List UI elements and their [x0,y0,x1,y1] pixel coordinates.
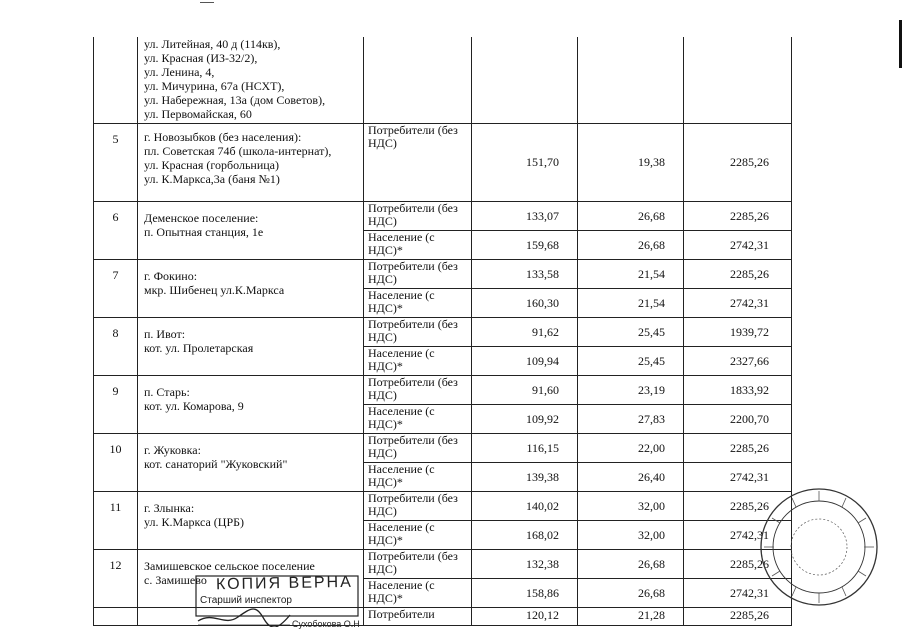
signature-icon [198,609,290,627]
row-number-cell: 10 [94,433,138,491]
value-cell: 116,15 [472,433,578,462]
address-line: Деменское поселение: [144,210,259,225]
consumer-cell: Население (с НДС)* [364,230,472,259]
row-number-cell: 9 [94,375,138,433]
value-cell: 140,02 [472,491,578,520]
table-row [94,259,792,288]
address-line: г. Жуковка: [144,442,201,457]
value-cell: 91,62 [472,317,578,346]
address-line: п. Опытная станция, 1е [144,224,264,239]
value-cell: 21,54 [578,288,684,317]
value-cell: 2285,26 [684,201,792,230]
value-cell: 23,19 [578,375,684,404]
address-line: ул. Красная (ИЗ-32/2), [144,51,258,65]
value-cell: 139,38 [472,462,578,491]
value-cell: 132,38 [472,549,578,578]
consumer-cell: Потребители (без НДС) [364,201,472,230]
value-cell [684,37,792,123]
address-line: с. Замишево [144,572,207,587]
row-number-cell [94,607,138,625]
consumer-cell: Потребители (без НДС) [364,491,472,520]
stamp-role: Старший инспектор [200,595,292,606]
address-cell [138,123,364,201]
value-cell: 25,45 [578,317,684,346]
address-line: ул. Мичурина, 67а (НСХТ), [144,79,285,93]
value-cell [472,37,578,123]
value-cell: 168,02 [472,520,578,549]
value-cell: 27,83 [578,404,684,433]
value-cell: 91,60 [472,375,578,404]
address-line: ул. К.Маркса,3а (баня №1) [144,171,280,186]
address-line: п. Старь: [144,384,190,399]
value-cell: 2285,26 [684,433,792,462]
value-cell: 21,54 [578,259,684,288]
address-cell [138,201,364,259]
value-cell: 21,28 [578,607,684,625]
address-line: кот. ул. Пролетарская [144,340,254,355]
value-cell: 2285,26 [684,491,792,520]
consumer-cell: Потребители (без НДС) [364,433,472,462]
address-line: Замишевское сельское поселение [144,558,315,573]
value-cell: 2742,31 [684,462,792,491]
table-row [94,491,792,520]
table-row [94,433,792,462]
consumer-cell: Население (с НДС)* [364,346,472,375]
address-cell [138,37,364,123]
consumer-cell: Потребители [364,607,472,625]
consumer-cell: Потребители (без НДС) [364,549,472,578]
row-number-cell: 5 [94,123,138,201]
value-cell: 2200,70 [684,404,792,433]
value-cell: 133,58 [472,259,578,288]
value-cell: 1833,92 [684,375,792,404]
address-line: г. Фокино: [144,268,198,283]
stamp-title: КОПИЯ ВЕРНА [215,573,353,594]
tariff-table [93,37,792,626]
scan-mark [200,2,214,3]
value-cell: 32,00 [578,520,684,549]
consumer-cell: Население (с НДС)* [364,462,472,491]
value-cell: 19,38 [578,123,684,201]
row-number-cell [94,37,138,123]
address-line: пл. Советская 74б (школа-интернат), [144,143,332,158]
address-cell [138,491,364,549]
value-cell: 120,12 [472,607,578,625]
value-cell: 25,45 [578,346,684,375]
address-line: мкр. Шибенец ул.К.Маркса [144,282,285,297]
official-seal-icon [758,486,880,608]
scan-edge-mark [899,20,902,68]
value-cell: 2742,31 [684,288,792,317]
address-line: кот. санаторий "Жуковский" [144,456,288,471]
value-cell: 1939,72 [684,317,792,346]
address-line: ул. Красная (горбольница) [144,157,279,172]
consumer-cell: Потребители (без НДС) [364,123,472,201]
value-cell: 2285,26 [684,607,792,625]
stamp-name: Сухобокова О.Н [292,619,360,629]
table-row [94,123,792,201]
address-line: ул. Первомайская, 60 [144,107,252,121]
address-line: ул. Ленина, 4, [144,65,215,79]
address-line: ул. Литейная, 40 д (114кв), [144,37,281,51]
value-cell: 133,07 [472,201,578,230]
value-cell: 2327,66 [684,346,792,375]
consumer-cell: Население (с НДС)* [364,578,472,607]
address-line: ул. Набережная, 13а (дом Советов), [144,93,326,107]
value-cell: 2742,31 [684,578,792,607]
table-row [94,201,792,230]
table-row [94,375,792,404]
value-cell: 26,68 [578,201,684,230]
value-cell: 2285,26 [684,123,792,201]
address-line: кот. ул. Комарова, 9 [144,398,244,413]
value-cell: 2285,26 [684,549,792,578]
address-cell [138,375,364,433]
value-cell: 26,68 [578,549,684,578]
table-row-continued [94,37,792,123]
address-cell [138,317,364,375]
value-cell: 2742,31 [684,520,792,549]
copy-certified-stamp [194,575,360,627]
row-number-cell: 8 [94,317,138,375]
value-cell: 158,86 [472,578,578,607]
value-cell: 109,94 [472,346,578,375]
value-cell: 26,68 [578,230,684,259]
value-cell: 109,92 [472,404,578,433]
row-number-cell: 12 [94,549,138,607]
consumer-cell: Население (с НДС)* [364,520,472,549]
address-line: п. Ивот: [144,326,186,341]
value-cell: 2742,31 [684,230,792,259]
address-cell [138,433,364,491]
consumer-cell: Население (с НДС)* [364,288,472,317]
value-cell: 26,68 [578,578,684,607]
consumer-cell: Потребители (без НДС) [364,259,472,288]
value-cell: 151,70 [472,123,578,201]
value-cell [578,37,684,123]
value-cell: 2285,26 [684,259,792,288]
row-number-cell: 6 [94,201,138,259]
consumer-cell: Потребители (без НДС) [364,375,472,404]
consumer-cell: Потребители (без НДС) [364,317,472,346]
value-cell: 160,30 [472,288,578,317]
consumer-cell: Население (с НДС)* [364,404,472,433]
address-line: г. Злынка: [144,500,195,515]
address-cell [138,259,364,317]
value-cell: 159,68 [472,230,578,259]
address-line: ул. К.Маркса (ЦРБ) [144,514,245,529]
value-cell: 32,00 [578,491,684,520]
consumer-cell [364,37,472,123]
value-cell: 26,40 [578,462,684,491]
value-cell: 22,00 [578,433,684,462]
table-row [94,549,792,578]
table-row [94,317,792,346]
row-number-cell: 11 [94,491,138,549]
row-number-cell: 7 [94,259,138,317]
address-line: г. Новозыбков (без населения): [144,129,302,144]
